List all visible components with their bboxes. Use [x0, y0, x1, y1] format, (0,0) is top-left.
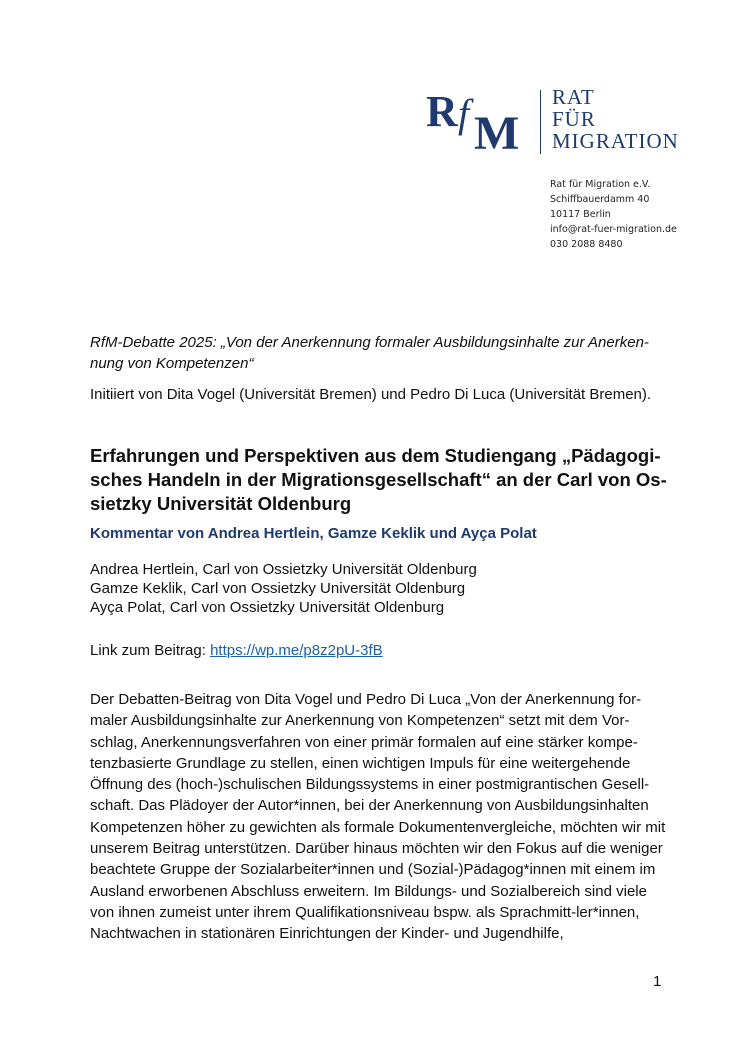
logo-letter-f: f [458, 91, 470, 136]
document-content [90, 332, 670, 945]
body-paragraph: Der Debatten-Beitrag von Dita Vogel und Pedro Di Luca „Von der Anerkennung for-maler Ausbildungsinhalte zur Anerkennung von Kompetenzen“ setzt mit dem Vor-schlag, Anerkennungsverfahren von einer primär formalen auf eine stärker kompe-tenzbasierte Grundlage zu stellen, einen wichtigen Impuls für eine weitergehende Öffnung des (hoch-)schulischen Bildungssystems in einer postmigrantischen Gesell-schaft. Das Plädoyer der Autor*innen, bei der Anerkennung von Ausbildungsinhalten Kompetenzen höher zu gewichten als formale Dokumentenvergleiche, möchten wir mit unserem Beitrag unterstützen. Darüber hinaus möchten wir den Fokus auf die weniger beachtete Gruppe der Sozialarbeiter*innen und (Sozial-)Pädagog*innen mit einem im Ausland erworbenen Abschluss erweitern. Im Bildungs- und Sozialbereich sind viele von ihnen zumeist unter ihrem Qualifikationsniveau bspw. als Sprachmitt-ler*innen, Nachtwachen in stationären Einrichtungen der Kinder- und Jugendhilfe, [90, 691, 666, 943]
article-title: Erfahrungen und Perspektiven aus dem Studiengang „Pädagogi-sches Handeln in der Migrationsgesellschaft“ an der Carl von Os-sietzky Universität Oldenburg [90, 445, 667, 514]
link-label: Link zum Beitrag: [90, 642, 211, 659]
author-affiliation: Ayça Polat, Carl von Ossietzky Universität Oldenburg [90, 599, 445, 616]
initiated-by: Initiiert von Dita Vogel (Universität Bremen) und Pedro Di Luca (Universität Bremen). [90, 386, 652, 403]
contribution-link-line [90, 641, 670, 661]
logo-letter-m: M [474, 107, 520, 160]
page-number: 1 [653, 973, 662, 990]
address-line-email: info@rat-fuer-migration.de [550, 224, 677, 235]
author-affiliation: Gamze Keklik, Carl von Ossietzky Universität Oldenburg [90, 580, 466, 597]
address-line-organization: Rat für Migration e.V. [550, 179, 651, 190]
logo-wordmark-line: FÜR [552, 107, 596, 131]
author-list [90, 560, 670, 617]
address-line-phone: 030 2088 8480 [550, 239, 623, 250]
logo-wordmark-line: RAT [552, 85, 595, 109]
logo-wordmark-line: MIGRATION [552, 129, 679, 153]
logo-divider [540, 90, 541, 154]
rfm-logo [426, 84, 696, 164]
address-line-street: Schiffbauerdamm 40 [550, 194, 650, 205]
address-line-city: 10117 Berlin [550, 209, 611, 220]
debate-series-title: RfM-Debatte 2025: „Von der Anerkennung formaler Ausbildungsinhalte zur Anerken-nung von Kompetenzen“ [90, 334, 649, 372]
organization-address [550, 177, 677, 252]
article-subtitle: Kommentar von Andrea Hertlein, Gamze Keklik und Ayça Polat [90, 525, 537, 542]
author-affiliation: Andrea Hertlein, Carl von Ossietzky Universität Oldenburg [90, 561, 477, 578]
contribution-link[interactable]: https://wp.me/p8z2pU-3fB [210, 642, 383, 659]
logo-wordmark [552, 86, 679, 152]
logo-letter-r: R [426, 87, 458, 136]
